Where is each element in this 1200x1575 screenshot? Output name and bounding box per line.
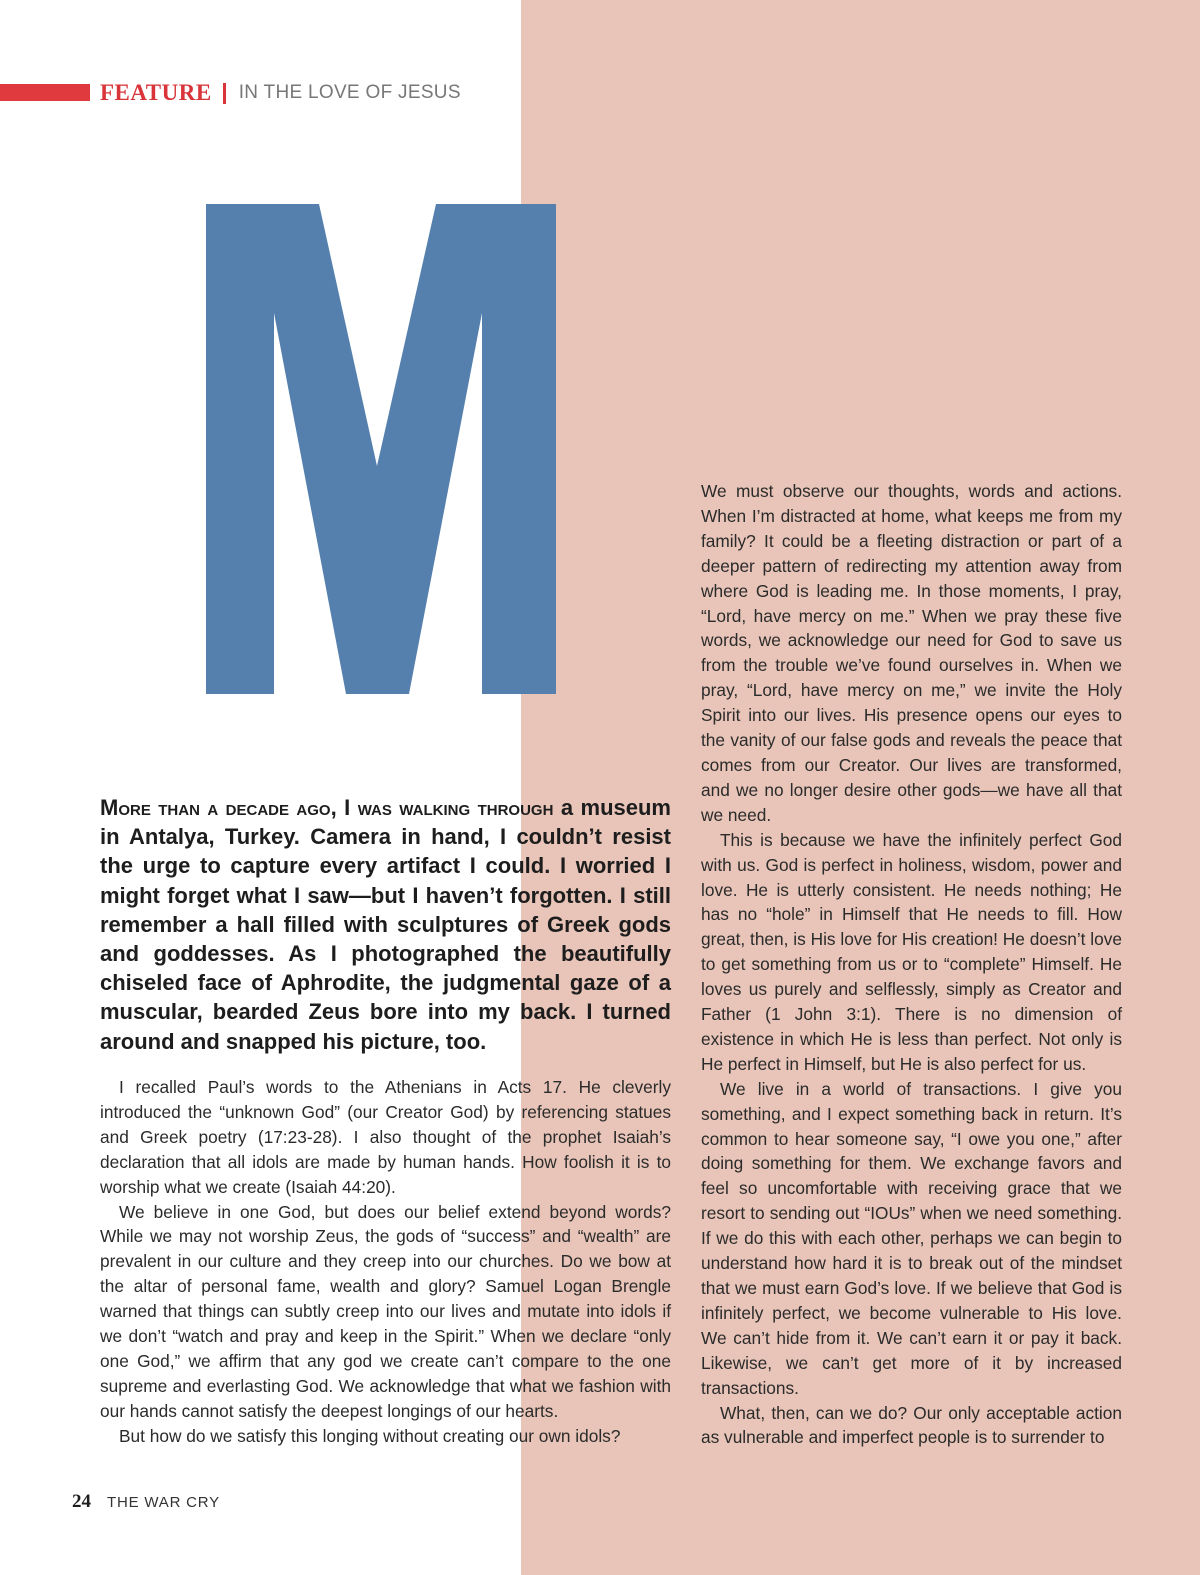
magazine-name: THE WAR CRY — [107, 1494, 220, 1511]
body-column-right — [701, 479, 1122, 1450]
body-column-left — [100, 1075, 671, 1449]
body-paragraph: We must observe our thoughts, words and actions. When I’m distracted at home, what keeps me from my family? It could be a fleeting distraction or part of a deeper pattern of redirecting my attention away from where God is leading me. In those moments, I pray, “Lord, have mercy on me.” When we pray these five words, we acknowledge our need for God to save us from the trouble we’ve found ourselves in. When we pray, “Lord, have mercy on me,” we invite the Holy Spirit into our lives. His presence opens our eyes to the vanity of our false gods and reveals the peace that comes from our Creator. Our lives are transformed, and we no longer desire other gods—we have all that we need. — [701, 481, 1122, 825]
body-paragraph: We live in a world of transactions. I give you something, and I expect something back in return. It’s common to hear someone say, “I owe you one,” after doing something for them. We exchange favors and feel so uncomfortable with receiving grace that we resort to sending out “IOUs” when we need something. If we do this with each other, perhaps we can begin to understand how hard it is to break out of the mindset that we must earn God’s love. If we believe that God is infinitely perfect, we become vulnerable to His love. We can’t hide from it. We can’t earn it or pay it back. Likewise, we can’t get more of it by increased transactions. — [701, 1078, 1122, 1398]
section-header — [100, 78, 461, 108]
drop-cap-letter — [206, 204, 556, 694]
body-paragraph: I recalled Paul’s words to the Athenians in Acts 17. He cleverly introduced the “unknown God” (our Creator God) by referencing statues and Greek poetry (17:23-28). I also thought of the prophet Isaiah’s declaration that all idols are made by human hands. How foolish it is to worship what we create (Isaiah 44:20). — [100, 1077, 671, 1197]
lead-smallcaps-intro: More than a decade ago, I was walking through — [100, 795, 554, 820]
page-footer — [72, 1491, 220, 1513]
section-accent-bar — [0, 84, 90, 101]
section-divider — [223, 83, 226, 104]
page-number: 24 — [72, 1491, 91, 1512]
section-label: FEATURE — [100, 80, 212, 105]
lead-text: a museum in Antalya, Turkey. Camera in hand, I couldn’t resist the urge to capture every artifact I could. I worried I might forget what I saw—but I haven’t forgotten. I still remember a hall filled with sculptures of Greek gods and goddesses. As I photographed the beautifully chiseled face of Aphrodite, the judgmental gaze of a muscular, bearded Zeus bore into my back. I turned around and snapped his picture, too. — [100, 795, 671, 1054]
body-paragraph: We believe in one God, but does our belief extend beyond words? While we may not worship Zeus, the gods of “success” and “wealth” are prevalent in our culture and they creep into our churches. Do we bow at the altar of personal fame, wealth and glory? Samuel Logan Brengle warned that things can subtly creep into our lives and mutate into idols if we don’t “watch and pray and keep in the Spirit.” When we declare “only one God,” we affirm that any god we create can’t compare to the one supreme and everlasting God. We acknowledge that what we fashion with our hands cannot satisfy the deepest longings of our hearts. — [100, 1201, 671, 1421]
lead-paragraph — [100, 793, 671, 1056]
drop-cap-glyph — [206, 204, 556, 694]
body-paragraph: But how do we satisfy this longing without creating our own idols? — [119, 1425, 621, 1446]
section-title: IN THE LOVE OF JESUS — [238, 82, 461, 103]
body-paragraph: This is because we have the infinitely perfect God with us. God is perfect in holiness, wisdom, power and love. He is utterly consistent. He needs nothing; He has no “hole” in Himself that He needs to fill. How great, then, is His love for His creation! He doesn’t love to get something from us or to “complete” Himself. He loves us purely and selflessly, simply as Creator and Father (1 John 3:1). There is no dimension of existence in which He is less than perfect. Not only is He perfect in Himself, but He is also perfect for us. — [701, 829, 1122, 1074]
body-paragraph: What, then, can we do? Our only acceptable action as vulnerable and imperfect people is to surrender to — [701, 1402, 1122, 1448]
